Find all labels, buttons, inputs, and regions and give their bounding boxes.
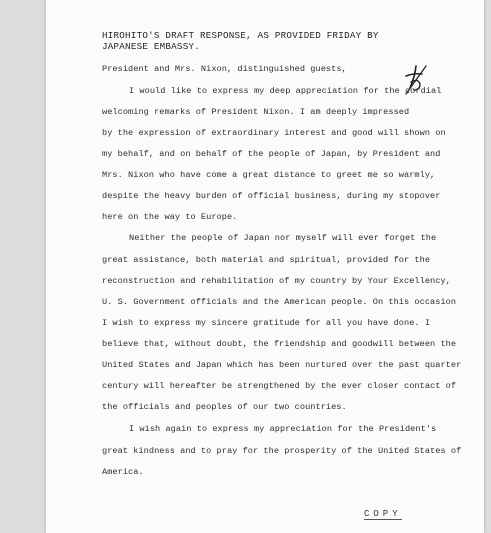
body-line: I wish to express my sincere gratitude for all you have done. I <box>102 318 431 328</box>
body-line: reconstruction and rehabilitation of my country by Your Excellency, <box>102 276 451 286</box>
body-line: by the expression of extraordinary interest and good will shown on <box>102 128 446 138</box>
body-line: I wish again to express my appreciation for the President's <box>129 424 437 434</box>
body-line: I would like to express my deep appreciation for the cordial <box>129 86 442 96</box>
body-line: my behalf, and on behalf of the people of Japan, by President and <box>102 149 441 159</box>
body-line: great assistance, both material and spiritual, provided for the <box>102 255 431 265</box>
body-line: Neither the people of Japan nor myself will ever forget the <box>129 233 437 243</box>
body-line: U. S. Government officials and the American people. On this occasion <box>102 297 457 307</box>
salutation: President and Mrs. Nixon, distinguished guests, <box>102 64 347 74</box>
body-line: the officials and peoples of our two countries. <box>102 402 347 412</box>
body-line: century will hereafter be strengthened by the ever closer contact of <box>102 381 457 391</box>
copy-stamp: COPY <box>364 509 402 519</box>
body-line: here on the way to Europe. <box>102 212 238 222</box>
header-line-2: JAPANESE EMBASSY. <box>102 41 200 52</box>
document-page <box>46 0 484 533</box>
body-line: despite the heavy burden of official business, during my stopover <box>102 191 441 201</box>
body-line: believe that, without doubt, the friendship and goodwill between the <box>102 339 457 349</box>
body-line: United States and Japan which has been nurtured over the past quarter <box>102 360 462 370</box>
body-line: America. <box>102 467 144 477</box>
body-line: Mrs. Nixon who have come a great distance to greet me so warmly, <box>102 170 436 180</box>
body-line: great kindness and to pray for the prosperity of the United States of <box>102 446 462 456</box>
header-line-1: HIROHITO'S DRAFT RESPONSE, AS PROVIDED FRIDAY BY <box>102 30 379 41</box>
body-line: welcoming remarks of President Nixon. I am deeply impressed <box>102 107 410 117</box>
